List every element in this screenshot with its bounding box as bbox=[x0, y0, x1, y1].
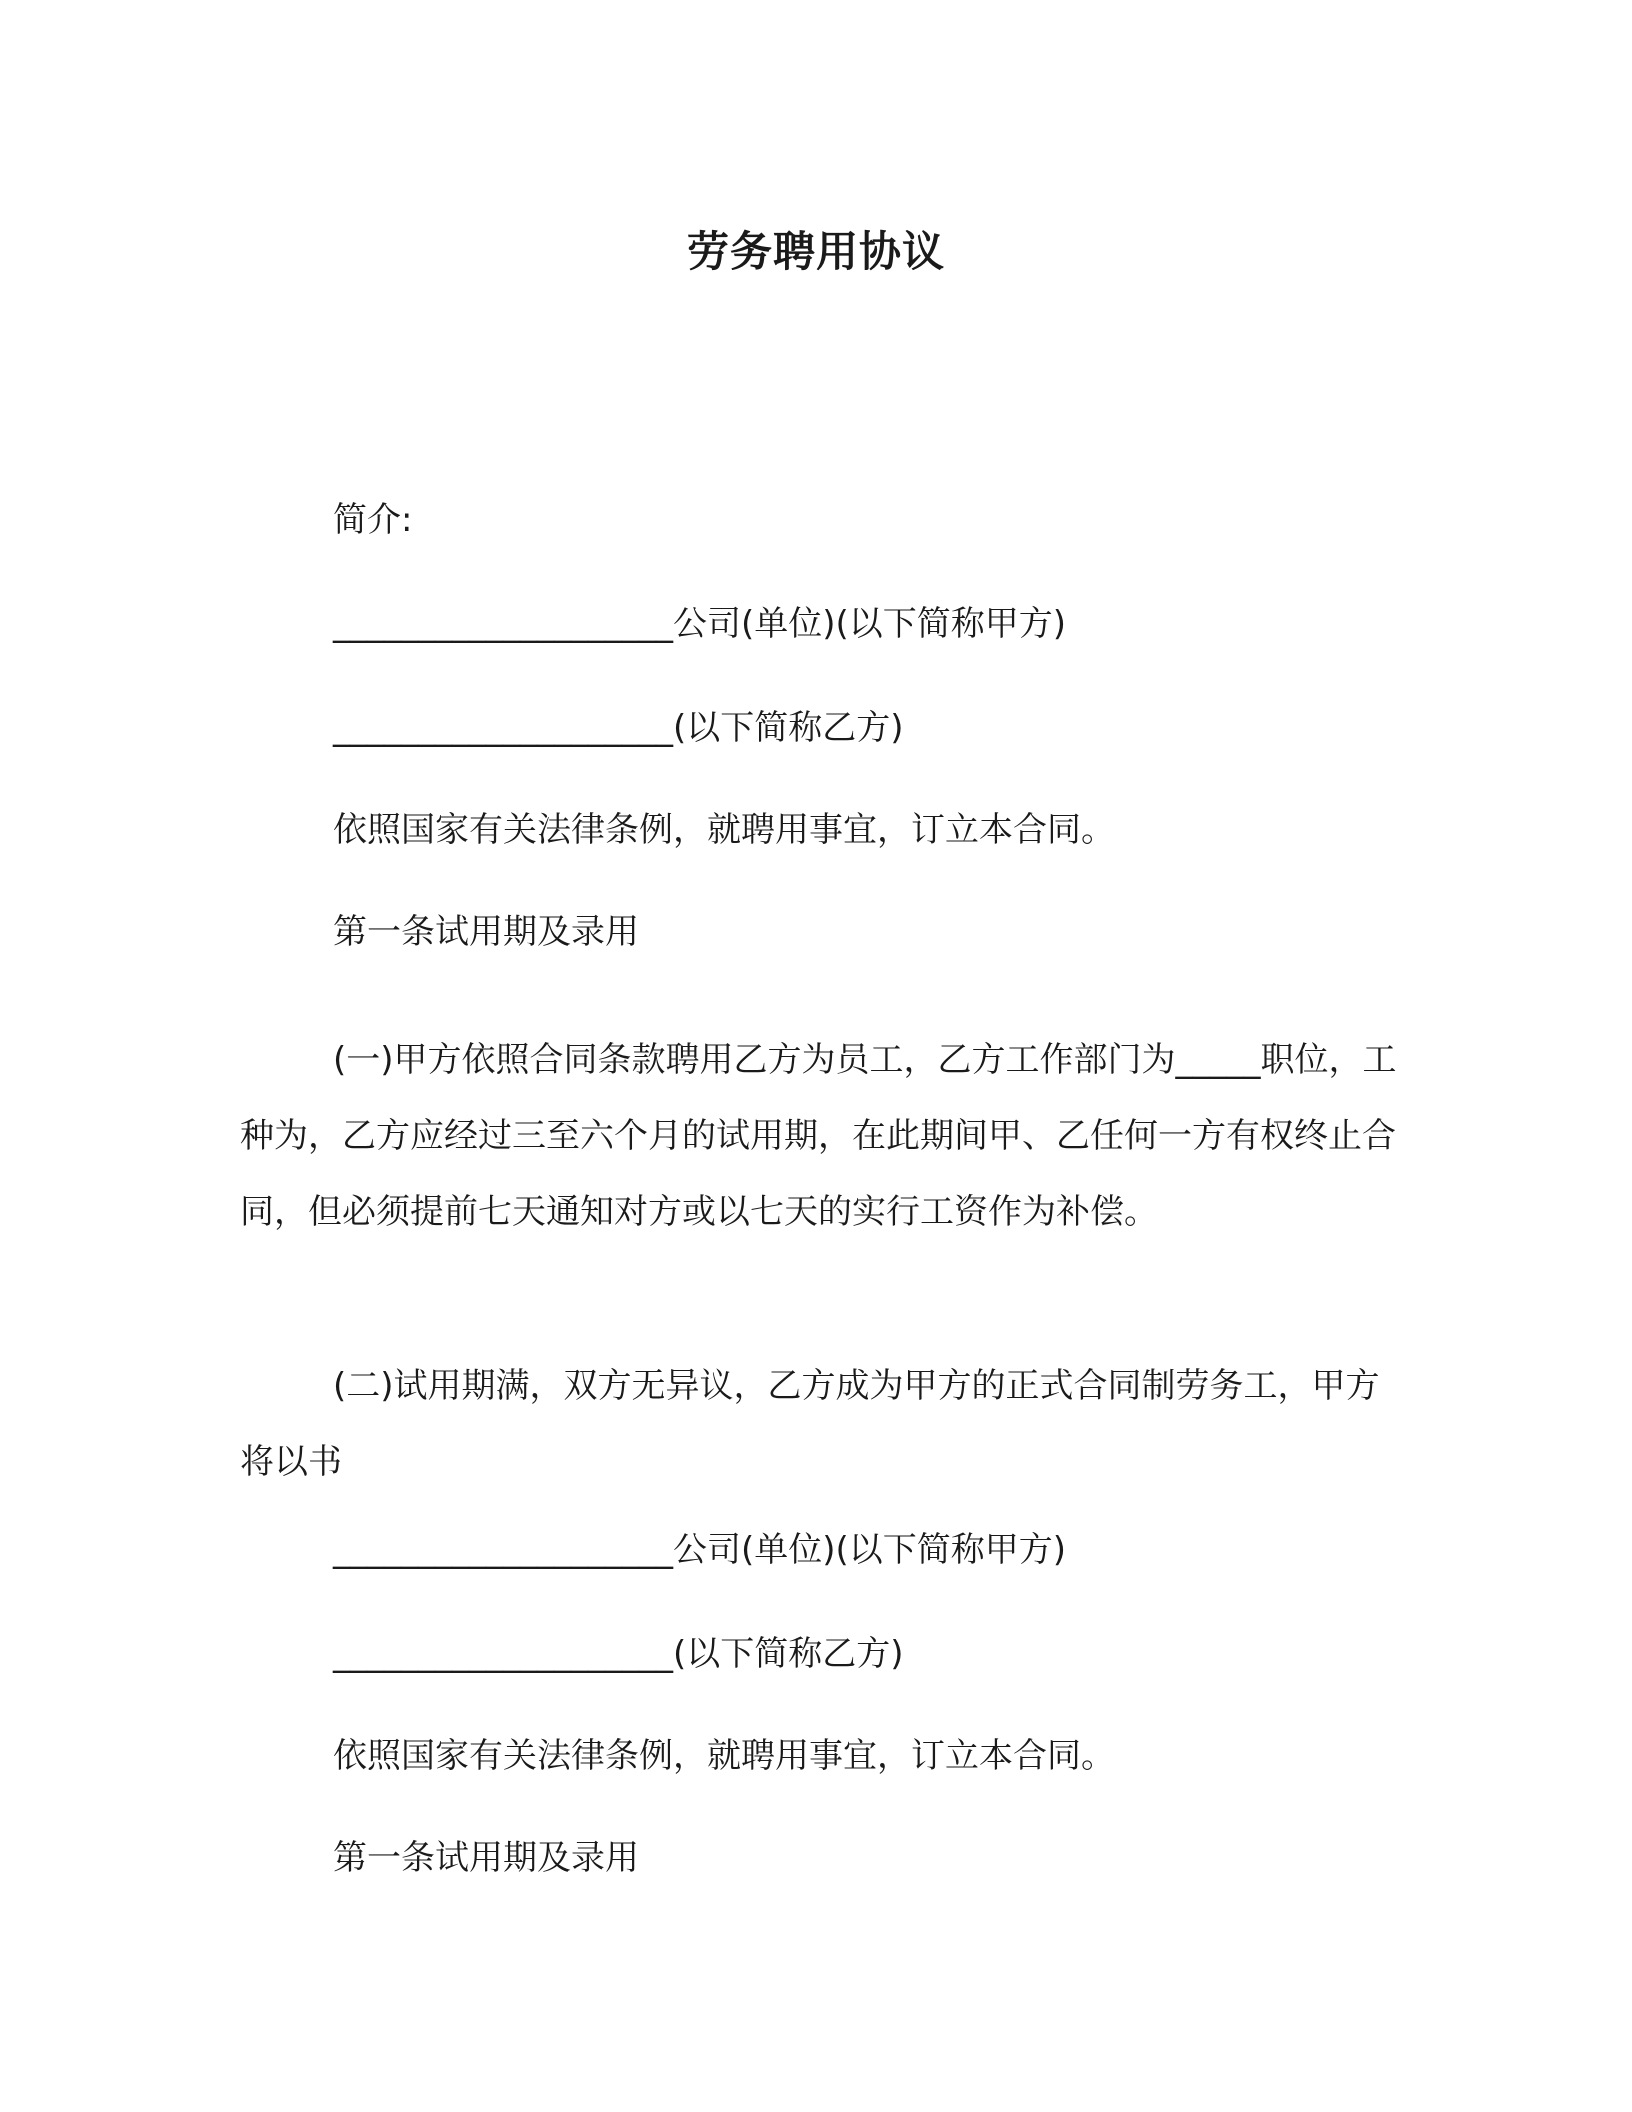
party-a-line: ____________________公司(单位)(以下简称甲方) bbox=[333, 604, 1067, 644]
document-title: 劳务聘用协议 bbox=[686, 227, 945, 276]
article-heading: 第一条试用期及录用 bbox=[333, 1838, 639, 1878]
article-heading: 第一条试用期及录用 bbox=[333, 912, 639, 952]
party-a-line: ____________________公司(单位)(以下简称甲方) bbox=[333, 1530, 1067, 1570]
party-b-line: ____________________(以下简称乙方) bbox=[333, 708, 904, 748]
clause-paragraph: (二)试用期满，双方无异议，乙方成为甲方的正式合同制劳务工，甲方将以书 bbox=[240, 1366, 1380, 1482]
clause-paragraph: (一)甲方依照合同条款聘用乙方为员工，乙方工作部门为_____职位，工种为，乙方应经过三至六个月的试用期，在此期间甲、乙任何一方有权终止合同，但必须提前七天通知对方或以七天的实行工资作为补偿。 bbox=[240, 1040, 1397, 1232]
legal-basis-line: 依照国家有关法律条例，就聘用事宜，订立本合同。 bbox=[333, 810, 1115, 850]
legal-basis-line: 依照国家有关法律条例，就聘用事宜，订立本合同。 bbox=[333, 1736, 1115, 1776]
intro-label: 简介: bbox=[333, 500, 413, 540]
party-b-line: ____________________(以下简称乙方) bbox=[333, 1634, 904, 1674]
